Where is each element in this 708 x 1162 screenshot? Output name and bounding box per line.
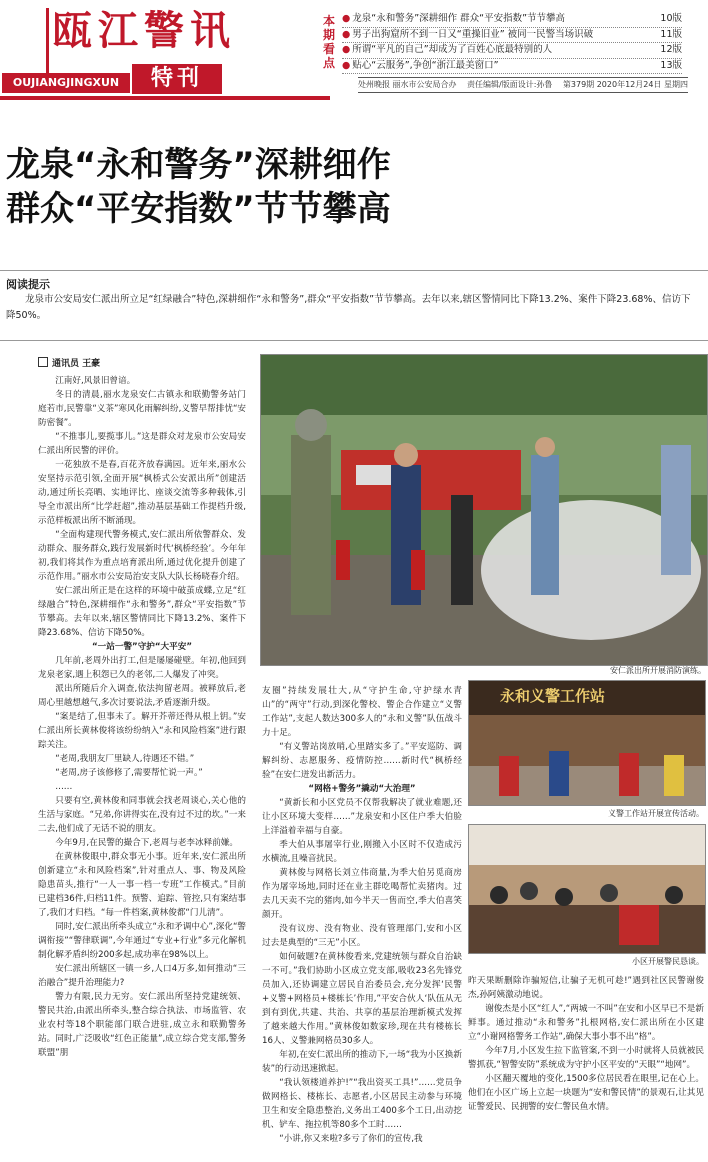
toc-item[interactable]: ● 贴心“云服务”,争创“浙江最美窗口” 13版 (342, 59, 682, 75)
photo-caption: 义警工作站开展宣传活动。 (608, 809, 704, 818)
divider (0, 340, 708, 341)
masthead-rule (0, 96, 330, 100)
article-column-1: 江南好,风景旧曾谙。 冬日的清晨,丽水龙泉安仁古镇永和联勤警务站门庭若市,民警靠“义茶”寒风化雨解纠纷,义警早帮排忧“安防密餐”。 “不推事儿,要揽事儿。”这是群众对龙泉市公安局安仁派出所民警的评价。 一花独放不是春,百花齐放春满园。近年来,丽水公安坚持示范引领,全面开展“枫桥式公安派出所”创建活动,通过所长亮晒、实地评比、座谈交流等多种载体,引导全市派出所“比学赶超”,推动基层基础工作提档升级,示范样板派出所不断涌现。 “全面构建现代警务模式,安仁派出所依警群众、发动群众、服务群众,践行发展新时代‘枫桥经验’。今年年初,我们将其作为重点培育派出所,通过优化提升创建了示范作用。”丽水市公安局治安支队大队长杨晓春介绍。 安仁派出所正是在这样的环境中破茧成蝶,立足“红绿融合”特色,深耕细作“永和警务”,群众“平安指数”节节攀高。去年以来,辖区警情同比下降13.2%、案件下降23.68%、信访下降50%。 “一站一警”守护“大平安” 几年前,老周外出打工,但是屡屡碰壁。年初,他回到龙泉老家,遇上积怨已久的老邻,二人爆发了冲突。 派出所随后介入调查,依法拘留老周。被释放后,老周心里越想越气,多次讨要说法,矛盾逐渐升级。 “案是结了,但事未了。解开芥蒂还得从根上钥。”安仁派出所长黄林俊将该纷纷纳入“永和风险档案”进行跟踪关注。 “老周,我朋友厂里缺人,待遇还不错。” “老周,房子该修修了,需要帮忙说一声。” …… 只要有空,黄林俊和同事就会找老周谈心,关心他的生活与家庭。“兄弟,你讲得实在,没有过不过的坎。”一来二去,他们成了无话不说的朋友。 今年9月,在民警的撮合下,老周与老李冰释前嫌。 在黄林俊眼中,群众事无小事。近年来,安仁派出所创新建立“永和风险档案”,针对重点人、事、物及风险隐患苗头,推行“一人一事一档一专班”工作模式。”目前已建档36件,归档11件。预警、追踪、管控,只有案结事了,我们才归档。“每一件档案,黄林俊都“门儿清”。 同时,安仁派出所牵头成立“永和矛调中心”,深化“警调衔接”“警律联调”,今年通过“专业+行业”多元化解机制化解矛盾纠纷200多起,成功率在98%以上。 安仁派出所辖区一镇一乡,人口4万多,如何推动“三治融合”提升治理能力? 警力有限,民力无穷。安仁派出所坚持党建统领、警民共治,由派出所牵头,整合综合执法、市场监管、农业农村等18个职能部门联合进驻,成立永和联勤警务站。同时,广泛吸收“红色正能量”,成立综合党支部,警务联盟”朋 (38, 376, 246, 1058)
article-column-3: 昨天果断删除诈骗短信,让骗子无机可趁!”遇到社区民警谢俊杰,孙阿姨激动地说。 谢俊杰是小区“红人”,“两城一不叫”在安和小区早已不是新鲜事。通过推动“永和警务”扎根网格,安仁派出所在小区建立“小谢网格警务工作站”,确保大事小事不出“格”。 今年7月,小区发生拉下监管案,不到一小时就将人员就被民警抓获,“智警安防”系统成为守护小区平安的“天眼”“地网”。 小区翻天覆地的变化,1500多位居民看在眼里,记在心上。他们在小区广场上立起一块题为“安和警民情”的景观石,让其见证警爱民、民拥警的安仁警民鱼水情。 (468, 976, 704, 1112)
toc-item[interactable]: ● 所谓“平凡的自己”却成为了百姓心底最特别的人 12版 (342, 43, 682, 59)
toc-item[interactable]: ● 龙泉“永和警务”深耕细作 群众“平安指数”节节攀高 10版 (342, 12, 682, 28)
lead-text: 龙泉市公安局安仁派出所立足“红绿融合”特色,深耕细作“永和警务”,群众“平安指数”节节攀高。去年以来,辖区警情同比下降13.2%、案件下降23.68%、信访下降50%。 (6, 294, 691, 321)
photo-community-meeting (468, 824, 706, 954)
photo-caption: 安仁派出所开展消防演练。 (610, 666, 706, 675)
section-heading: “一站一警”守护“大平安” (92, 642, 192, 652)
masthead-accent (46, 8, 49, 74)
masthead-title: 瓯江警讯 (52, 8, 236, 54)
highlights-label: 本期看点 (322, 14, 335, 70)
headline-line-2: 群众“平安指数”节节攀高 (6, 189, 391, 229)
photo-fire-drill (260, 354, 708, 666)
fire-drill-illustration (261, 355, 707, 665)
lead-label: 阅读提示 (6, 278, 50, 291)
toc-item[interactable]: ● 男子出狗窟所不到一日又“重操旧业” 被同一民警当场识破 11版 (342, 28, 682, 44)
publisher: 处州晚报 丽水市公安局合办 (358, 80, 457, 89)
table-of-contents (342, 12, 682, 74)
headline (6, 143, 606, 231)
section-heading: “网格+警务”撬动“大治理” (308, 784, 416, 794)
masthead-special: 特刊 (132, 64, 222, 94)
editor: 责任编辑/版面设计:孙鲁 (467, 80, 553, 89)
photo-caption: 小区开展警民恳谈。 (632, 957, 704, 966)
article-column-2: 友圈”持续发展壮大,从“守护生命,守护绿水青山”的“两守”行动,到深化警校、警企合作建立“义警工作站”,支起人数达300多人的“永和义警”队伍战斗力十足。 “有义警站岗放哨,心里踏实多了。”平安巡防、调解纠纷、志愿服务、疫情防控……新时代“枫桥经验”在安仁迸发出新活力。 “网格+警务”撬动“大治理” “黄新长和小区党员不仅帮我解决了就业难题,还让小区环境大变样……”龙泉安和小区住户季大伯脸上洋溢着幸福与自豪。 季大伯从事屠宰行业,刚搬入小区时不仅造成污水横流,且噪音扰民。 黄林俊与网格长刘立伟商量,为季大伯另觅商房作为屠宰场地,同时还在业主群吃喝帮忙卖猪肉。过去几天卖不完的猪肉,如今半天一售而空,季大伯喜笑颜开。 没有议房、没有物业、没有管理部门,安和小区过去是典型的“三无”小区。 如何破题?在黄林俊看来,党建统领与群众自治缺一不可。”我们协助小区成立党支部,吸收23名先锋党员加入,还协调建立居民自治委员会,充分发挥‘民警+义警+网格员+楼栋长’作用,”平安合伙人‘队伍从无到有到优,共建、共治、共享的基层治理新模式发挥了越来越大作用。”黄林俊如数家珍,现在共有楼栋长16人、义警兼网格员30多人。 年初,在安仁派出所的推动下,一场“我为小区换新装”的行动迅速掀起。 “我认领楼道养护!”“我出资买工具!”……党员争做网格长、楼栋长、志愿者,小区居民主动参与环境卫生和安全隐患整治,义务出工400多个工日,出动挖机、铲车、拖拉机等80多个工时…… “小讲,你又来啦?多亏了你们的宣传,我 (262, 686, 462, 1144)
issue-meta (358, 77, 688, 93)
byline: 通讯员 王豪 (38, 356, 100, 369)
divider (0, 270, 708, 271)
station-sign: 永和义警工作站 (500, 687, 606, 705)
masthead-english: OUJIANGJINGXUN (2, 73, 130, 93)
issue-info: 第379期 2020年12月24日 星期四 (562, 80, 688, 89)
headline-line-1: 龙泉“永和警务”深耕细作 (6, 145, 391, 185)
